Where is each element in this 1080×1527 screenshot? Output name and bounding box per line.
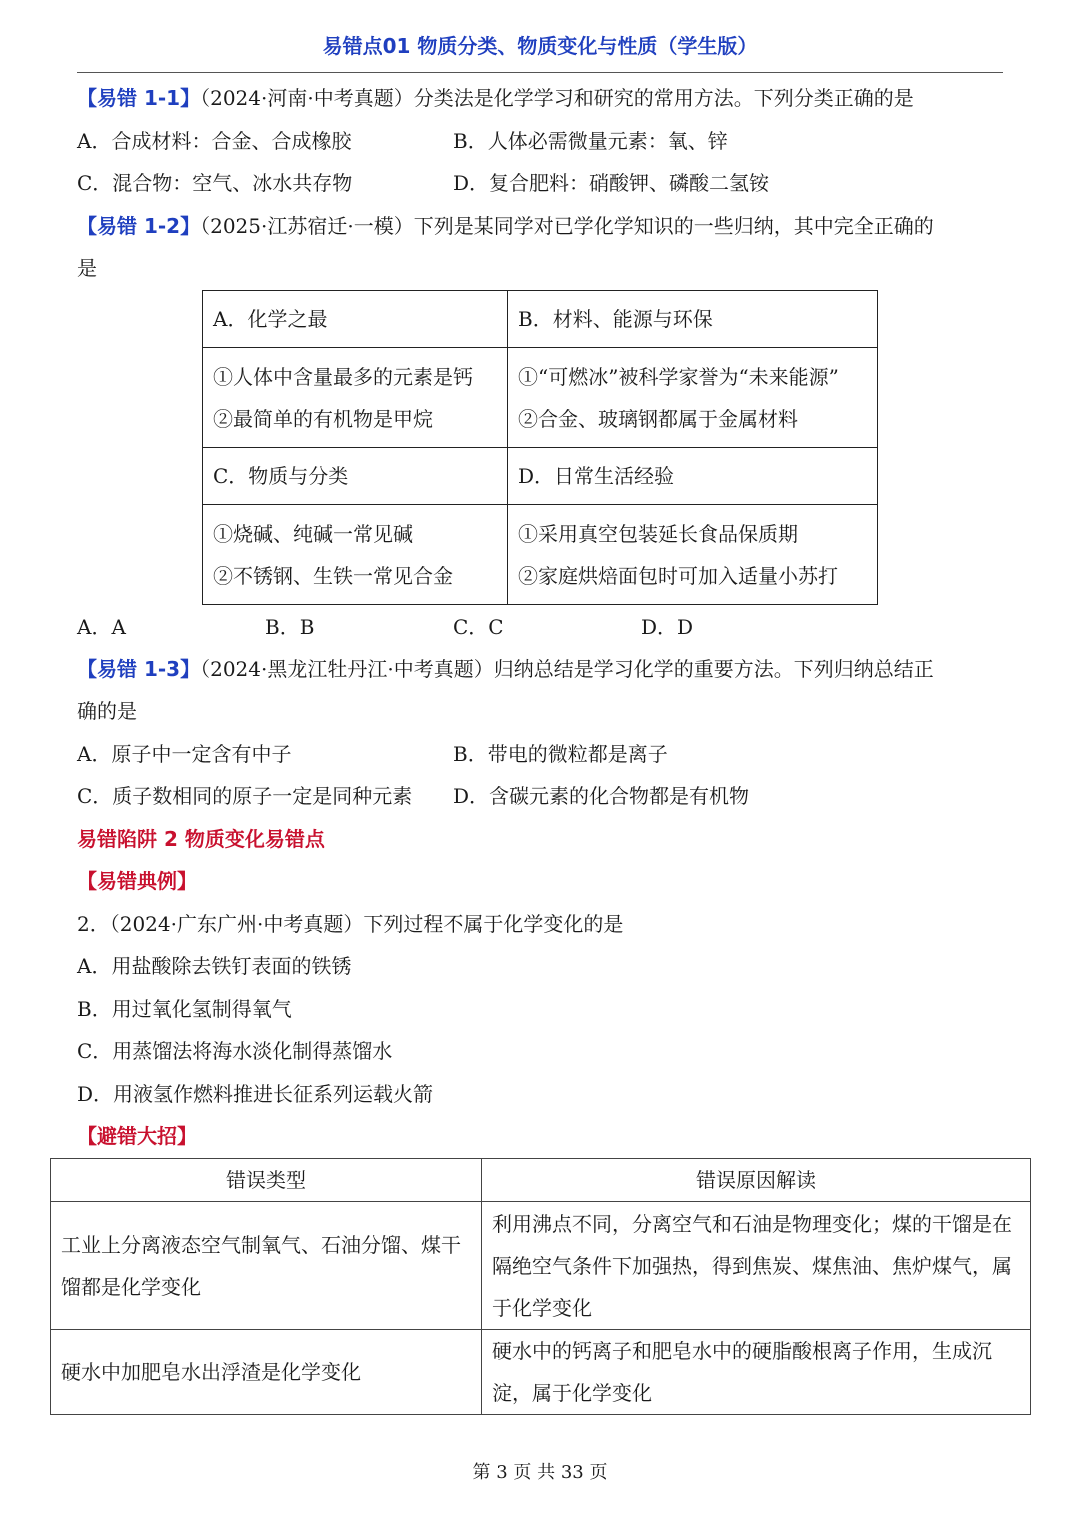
option-d: D．复合肥料：硝酸钾、磷酸二氢铵 (453, 171, 770, 195)
page-number: 第 3 页 共 33 页 (472, 1462, 608, 1483)
option-a: A．用盐酸除去铁钉表面的铁锈 (77, 954, 352, 978)
question-stem-continued: 确的是 (77, 699, 137, 723)
question-stem: （2024·河南·中考真题）分类法是化学学习和研究的常用方法。下列分类正确的是 (200, 86, 914, 110)
question-stem-continued: 是 (77, 256, 97, 280)
question-stem: （2025·江苏宿迁·一模）下列是某同学对已学化学知识的一些归纳，其中完全正确的 (200, 214, 934, 238)
question-tag: 【易错 1-2】 (77, 214, 201, 238)
page-title: 易错点01 物质分类、物质变化与性质（学生版） (322, 34, 758, 58)
table-cell-reason: 硬水中的钙离子和肥皂水中的硬脂酸根离子作用，生成沉淀，属于化学变化 (482, 1330, 1031, 1415)
question-tag: 【易错 1-3】 (77, 657, 201, 681)
summary-table (202, 290, 878, 605)
question-1-2 (77, 205, 934, 247)
table-item: ②合金、玻璃钢都属于金属材料 (518, 406, 798, 431)
table-item: ②家庭烘焙面包时可加入适量小苏打 (518, 563, 838, 588)
option-d: D．含碳元素的化合物都是有机物 (453, 784, 750, 808)
table-cell-a-body (203, 348, 508, 448)
question-tag: 【易错 1-1】 (77, 86, 201, 110)
table-cell-type: 硬水中加肥皂水出浮渣是化学变化 (51, 1330, 482, 1415)
example-label: 【易错典例】 (77, 869, 197, 893)
option-b: B．用过氧化氢制得氧气 (77, 997, 292, 1021)
question-2: 2．（2024·广东广州·中考真题）下列过程不属于化学变化的是 (77, 912, 624, 936)
tips-label: 【避错大招】 (77, 1124, 197, 1148)
option-c: C．C (453, 615, 504, 639)
table-cell-reason: 利用沸点不同，分离空气和石油是物理变化；煤的干馏是在隔绝空气条件下加强热，得到焦炭、煤焦油、焦炉煤气，属于化学变化 (482, 1202, 1031, 1330)
section-heading: 易错陷阱 2 物质变化易错点 (77, 827, 325, 851)
question-1-1 (77, 77, 914, 119)
header-divider (77, 72, 1003, 73)
table-cell-b-head: B．材料、能源与环保 (508, 291, 878, 348)
table-item: ②最简单的有机物是甲烷 (213, 406, 433, 431)
option-d: D．用液氢作燃料推进长征系列运载火箭 (77, 1082, 434, 1106)
option-b: B．人体必需微量元素：氧、锌 (453, 129, 728, 153)
table-cell-a-head: A．化学之最 (203, 291, 508, 348)
table-header-type: 错误类型 (51, 1159, 482, 1202)
option-d: D．D (641, 615, 694, 639)
option-c: C．质子数相同的原子一定是同种元素 (77, 784, 413, 808)
table-cell-b-body (508, 348, 878, 448)
error-table (50, 1158, 1031, 1415)
question-stem: （2024·黑龙江牡丹江·中考真题）归纳总结是学习化学的重要方法。下列归纳总结正 (200, 657, 934, 681)
table-cell-c-head: C．物质与分类 (203, 448, 508, 505)
table-item: ①“可燃冰”被科学家誉为“未来能源” (518, 364, 839, 389)
table-item: ①人体中含量最多的元素是钙 (213, 364, 473, 389)
question-1-3 (77, 648, 934, 690)
table-item: ①采用真空包装延长食品保质期 (518, 521, 798, 546)
table-item: ①烧碱、纯碱一常见碱 (213, 521, 413, 546)
option-a: A．A (77, 615, 126, 639)
option-c: C．混合物：空气、冰水共存物 (77, 171, 353, 195)
option-c: C．用蒸馏法将海水淡化制得蒸馏水 (77, 1039, 393, 1063)
table-cell-d-head: D．日常生活经验 (508, 448, 878, 505)
option-a: A．合成材料：合金、合成橡胶 (77, 129, 352, 153)
table-item: ②不锈钢、生铁一常见合金 (213, 563, 453, 588)
option-a: A．原子中一定含有中子 (77, 742, 292, 766)
table-cell-type: 工业上分离液态空气制氧气、石油分馏、煤干馏都是化学变化 (51, 1202, 482, 1330)
table-cell-d-body (508, 505, 878, 605)
table-cell-c-body (203, 505, 508, 605)
option-b: B．带电的微粒都是离子 (453, 742, 668, 766)
table-header-reason: 错误原因解读 (482, 1159, 1031, 1202)
option-b: B．B (265, 615, 315, 639)
